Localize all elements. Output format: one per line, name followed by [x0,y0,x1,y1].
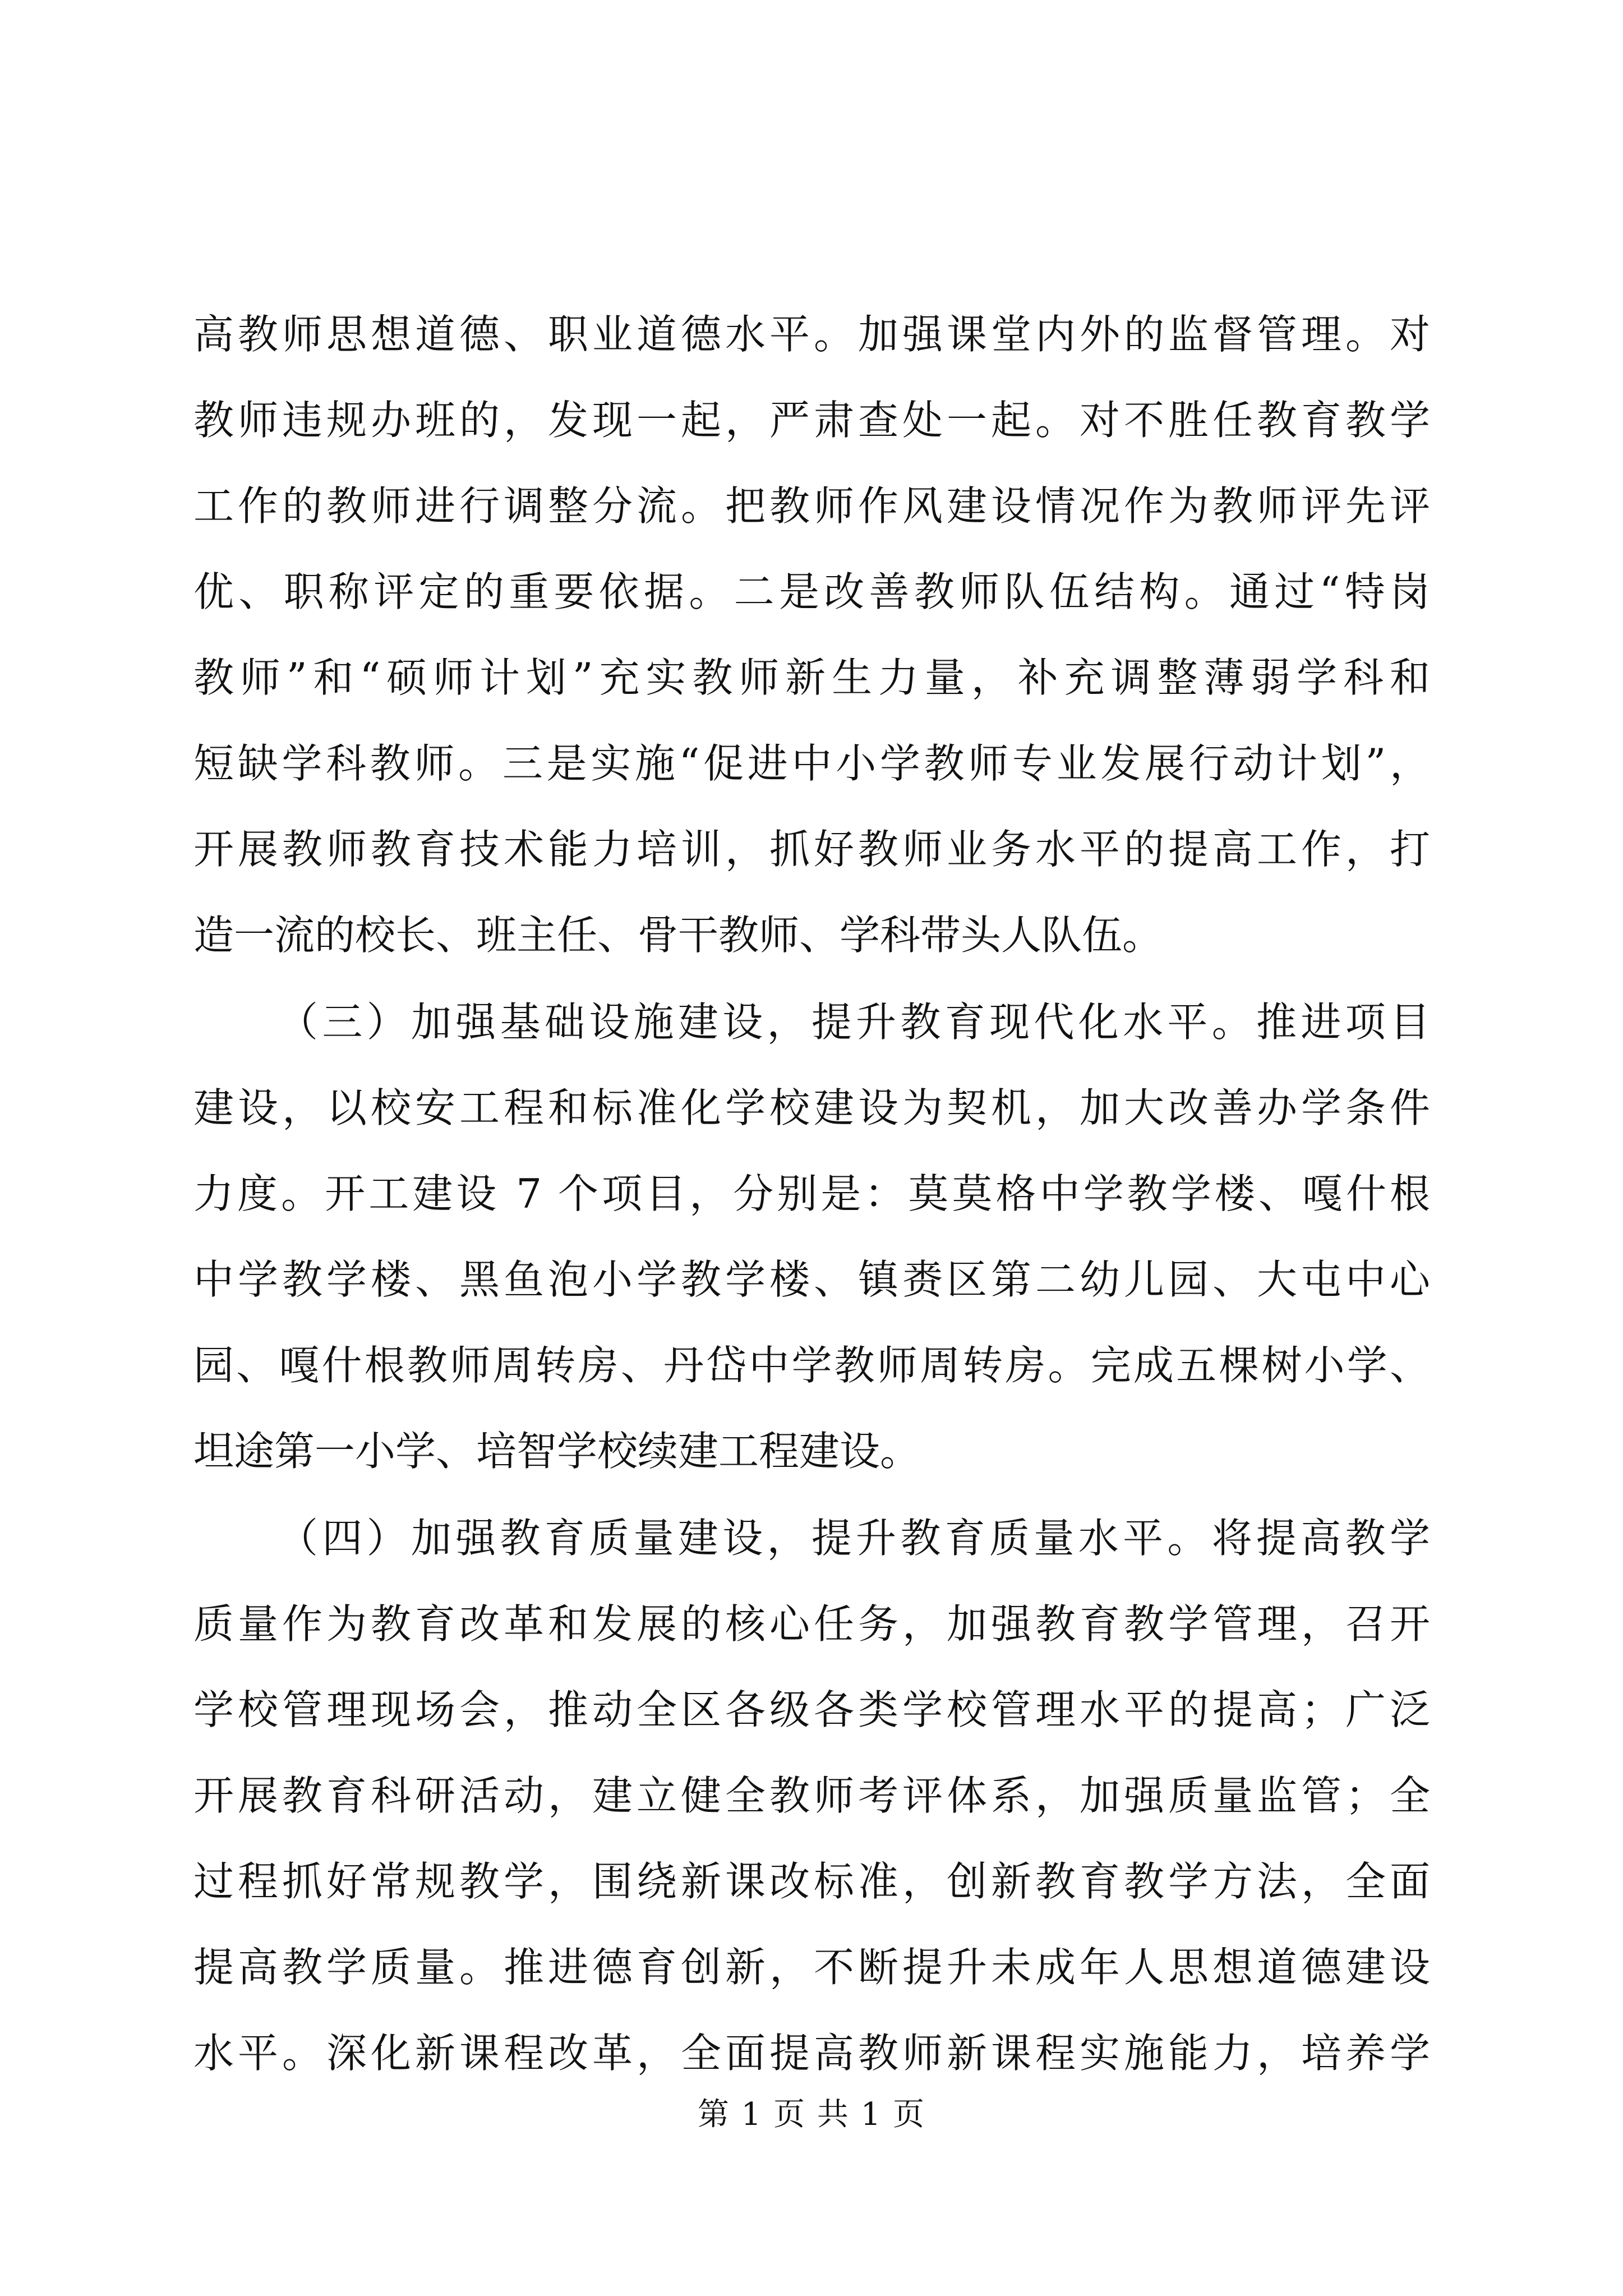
text-line: 工作的教师进行调整分流。把教师作风建设情况作为教师评先评 [193,482,1430,530]
text-line: 水平。深化新课程改革，全面提高教师新课程实施能力，培养学 [193,2030,1430,2077]
text-line: 优、职称评定的重要依据。二是改善教师队伍结构。通过“特岗 [193,568,1430,615]
paragraph-education-quality [193,1496,1430,2096]
section-heading-line: （三）加强基础设施建设，提升教育现代化水平。推进项目 [278,999,1430,1046]
document-body [193,292,1430,2096]
text-line: 建设，以校安工程和标准化学校建设为契机，加大改善办学条件 [193,1084,1430,1131]
text-line: 提高教学质量。推进德育创新，不断提升未成年人思想道德建设 [193,1944,1430,1991]
section-heading-line: （四）加强教育质量建设，提升教育质量水平。将提高教学 [278,1515,1430,1562]
page-number: 第 1 页 共 1 页 [697,2096,926,2133]
text-line: 开展教育科研活动，建立健全教师考评体系，加强质量监管；全 [193,1772,1430,1819]
text-line: 质量作为教育改革和发展的核心任务，加强教育教学管理，召开 [193,1600,1430,1648]
text-line: 教师”和“硕师计划”充实教师新生力量，补充调整薄弱学科和 [193,654,1430,701]
text-line: 开展教师教育技术能力培训，抓好教师业务水平的提高工作，打 [193,826,1430,873]
text-line: 短缺学科教师。三是实施“促进中小学教师专业发展行动计划”， [193,740,1430,787]
text-line: 坦途第一小学、培智学校续建工程建设。 [193,1428,921,1475]
text-line: 过程抓好常规教学，围绕新课改标准，创新教育教学方法，全面 [193,1858,1430,1905]
text-line: 园、嘎什根教师周转房、丹岱中学教师周转房。完成五棵树小学、 [193,1342,1430,1389]
text-line: 力度。开工建设 7 个项目，分别是：莫莫格中学教学楼、嘎什根 [193,1170,1430,1217]
text-line: 高教师思想道德、职业道德水平。加强课堂内外的监督管理。对 [193,311,1430,358]
text-line: 中学教学楼、黑鱼泡小学教学楼、镇赉区第二幼儿园、大屯中心 [193,1256,1430,1303]
page-footer [0,2095,1623,2134]
text-line: 教师违规办班的，发现一起，严肃查处一起。对不胜任教育教学 [193,397,1430,444]
text-line: 造一流的校长、班主任、骨干教师、学科带头人队伍。 [193,912,1163,959]
text-line: 学校管理现场会，推动全区各级各类学校管理水平的提高；广泛 [193,1686,1430,1733]
paragraph-infrastructure [193,979,1430,1494]
paragraph-teacher-development [193,292,1430,978]
